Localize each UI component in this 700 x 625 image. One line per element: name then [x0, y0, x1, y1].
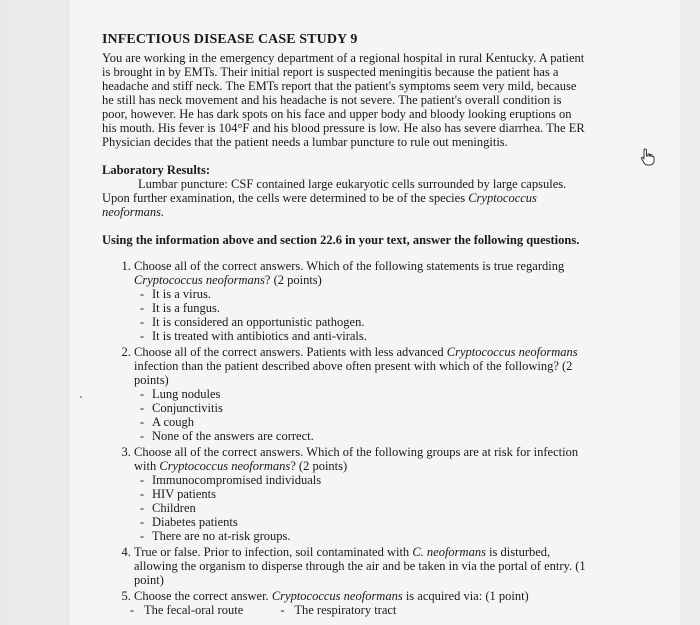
case-intro: You are working in the emergency department of a regional hospital in rural Kentucky. A patient is brought in by EMTs. Their initial report is suspected meningitis because the patient has a headache and stiff neck. The EMTs report that the patient's symptoms seem very mild, because he still has neck movement and his headache is not severe. The patient's overall condition is poor, however. He has dark spots on his face and upper body and bloody looking eruptions on his mouth. His fever is 104°F and his blood pressure is low. He also has severe diarrhea. The ER Physician decides that the patient needs a lumbar puncture to rule out meningitis.: [102, 51, 585, 149]
question-3-text: Choose all of the correct answers. Which of the following groups are at risk for infection with: [134, 445, 579, 473]
option[interactable]: - Lung nodules: [152, 387, 592, 401]
question-2-options: [134, 387, 592, 443]
option[interactable]: - None of the answers are correct.: [152, 429, 592, 443]
case-study-content: [102, 33, 592, 619]
lab-results-heading: Laboratory Results:: [102, 163, 210, 177]
option[interactable]: - A cough: [152, 415, 592, 429]
option[interactable]: - Conjunctivitis: [152, 401, 592, 415]
question-1-points: ? (2 points): [264, 273, 322, 287]
question-3: [134, 445, 592, 543]
option[interactable]: - Diabetes patients: [152, 515, 592, 529]
question-4: [134, 545, 592, 587]
question-2: [134, 345, 592, 443]
stray-mark: [80, 396, 82, 398]
option[interactable]: - The fecal-oral route: [134, 603, 243, 617]
option[interactable]: - HIV patients: [152, 487, 592, 501]
question-4-text: True or false. Prior to infection, soil contaminated with: [134, 545, 413, 559]
question-5-points: is acquired via: (1 point): [402, 589, 529, 603]
instructions: Using the information above and section 22.6 in your text, answer the following questions.: [102, 233, 580, 247]
question-2-species: Cryptococcus neoformans: [446, 345, 578, 359]
question-2-text: Choose all of the correct answers. Patients with less advanced: [134, 345, 447, 359]
option[interactable]: - The respiratory tract: [284, 603, 396, 617]
hand-cursor-icon: [640, 148, 656, 166]
option[interactable]: - It is a virus.: [152, 287, 592, 301]
option[interactable]: - It is treated with antibiotics and anti-virals.: [152, 329, 592, 343]
question-list: [102, 259, 592, 617]
question-3-points: ? (2 points): [290, 459, 348, 473]
question-5: [134, 589, 592, 617]
option[interactable]: - Children: [152, 501, 592, 515]
question-4-species: C. neoformans: [412, 545, 486, 559]
lab-text: Lumbar puncture: CSF contained large eukaryotic cells surrounded by large capsules. Upon further examination, the cells were determined to be of the species: [102, 177, 567, 205]
page-title: INFECTIOUS DISEASE CASE STUDY 9: [102, 32, 358, 47]
question-1-species: Cryptococcus neoformans: [134, 273, 265, 287]
option[interactable]: - There are no at-risk groups.: [152, 529, 592, 543]
question-1: [134, 259, 592, 343]
question-3-species: Cryptococcus neoformans: [159, 459, 291, 473]
lab-species: Cryptococcus neoformans.: [102, 191, 537, 219]
question-5-text: Choose the correct answer.: [134, 589, 272, 603]
question-5-options: [134, 603, 592, 617]
lab-results-text: [102, 177, 592, 219]
option[interactable]: - It is a fungus.: [152, 301, 592, 315]
question-2-points: infection than the patient described above often present with which of the following? (2 points): [134, 359, 573, 387]
question-1-text: Choose all of the correct answers. Which of the following statements is true regarding: [134, 259, 565, 273]
question-3-options: [134, 473, 592, 543]
option[interactable]: - Immunocompromised individuals: [152, 473, 592, 487]
question-4-points: is disturbed, allowing the organism to disperse through the air and be taken in via the portal of entry. (1 point): [134, 545, 586, 587]
question-5-species: Cryptococcus neoformans: [271, 589, 403, 603]
question-1-options: [134, 287, 592, 343]
option[interactable]: - It is considered an opportunistic pathogen.: [152, 315, 592, 329]
